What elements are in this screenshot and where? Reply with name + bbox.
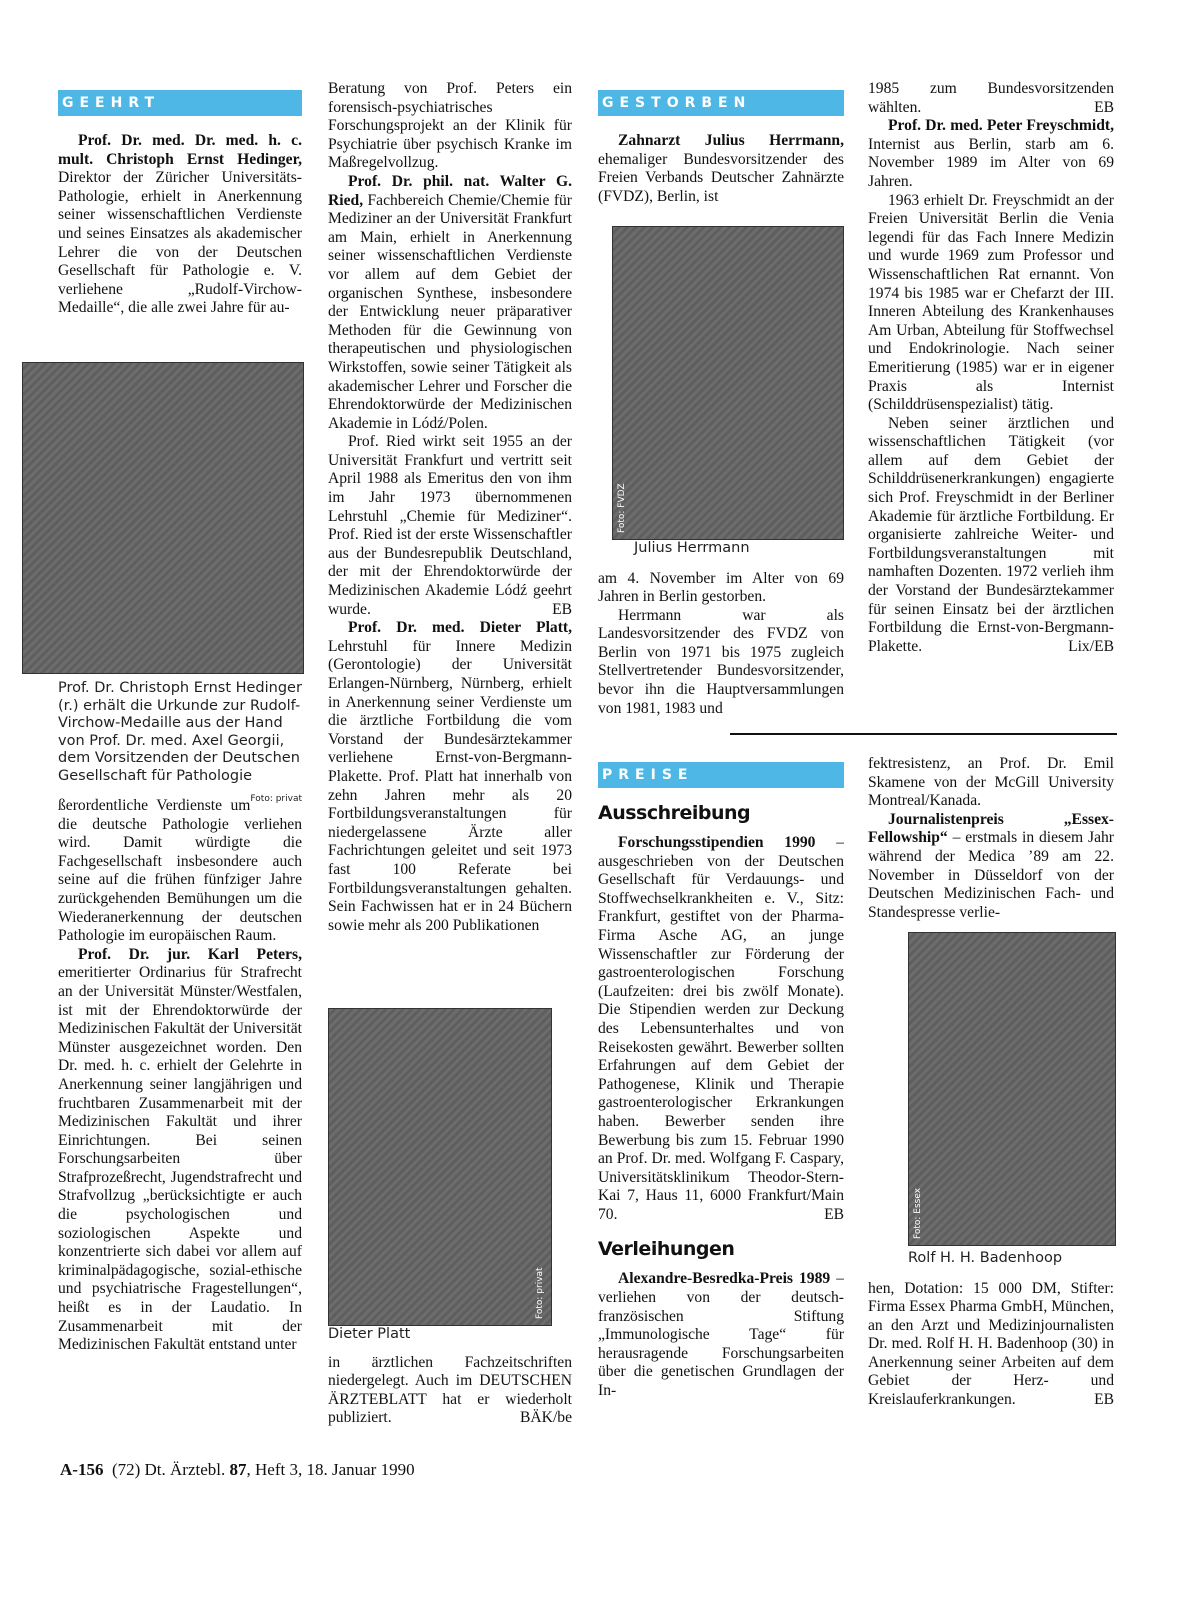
signature: EB xyxy=(1094,98,1114,116)
photo-caption-platt: Dieter Platt xyxy=(328,1326,411,1342)
photo-caption-herrmann: Julius Herrmann xyxy=(634,540,750,556)
page-number: A-156 xyxy=(60,1460,104,1479)
article-platt-cont: in ärztlichen Fachzeitschriften niedergelegt. Auch im DEUTSCHEN ÄRZTEBLATT hat er wiederholt publiziert. BÄK/be xyxy=(328,1353,572,1427)
section-header-gestorben: GESTORBEN xyxy=(598,90,844,116)
prize-name: Alexandre-Besredka-Preis 1989 xyxy=(618,1270,831,1288)
article-hedinger: Prof. Dr. med. Dr. med. h. c. mult. Christoph Ernst Hedinger, Direktor der Züricher Universitäts-Pathologie, erhielt in Anerkennung seiner wissenschaftlichen Verdienste und seines Einsatzes als akademischer Lehrer die von der Deutschen Gesellschaft für Pathologie e. V. verliehene „Rudolf-Virchow-Medaille“, die alle zwei Jahre für au- xyxy=(58,132,302,317)
column-4 xyxy=(868,80,1114,725)
section-header-preise: PREISE xyxy=(598,762,844,788)
article-besredka: Alexandre-Besredka-Preis 1989 – verliehen von der deutsch-französischen Stiftung „Immunologische Tage“ für herausragende Forschungsarbeiten über die genetischen Grundlagen der In- xyxy=(598,1270,844,1400)
signature: BÄK/be xyxy=(520,1409,572,1427)
article-ried-cont: Prof. Ried wirkt seit 1955 an der Universität Frankfurt und vertritt seit April 1988 als Emeritus den von ihm im Jahr 1973 übernommenen Lehrstuhl „Chemie für Mediziner“. Prof. Ried ist der erste Wissenschaftler aus der Bundesrepublik Deutschland, der mit der Ehrendoktorwürde der Medizinischen Akademie Lódź geehrt wurde. EB xyxy=(328,433,572,618)
article-freyschmidt: Prof. Dr. med. Peter Freyschmidt, Internist aus Berlin, starb am 6. November 1989 im Alter von 69 Jahren. xyxy=(868,117,1114,190)
column-1-lower xyxy=(58,680,302,1440)
article-stipendien: Forschungsstipendien 1990 – ausgeschrieben von der Deutschen Gesellschaft für Verdauungs- und Stoffwechselkrankheiten e. V., Sitz: Frankfurt, gestiftet von der Pharma-Firma Asche AG, an junge Wissenschaftler zur Förderung der gastroenterologischen Forschung (Laufzeiten: drei bis zwölf Monate). Die Stipendien werden zur Deckung des Lebensunterhaltes und von Reisekosten gewährt. Bewerber sollten Erfahrungen auf dem Gebiet der Pathogenese, Klinik und Therapie gastroenterologischer Erkrankungen haben. Bewerber senden ihre Bewerbung bis zum 15. Februar 1990 an Prof. Dr. med. Wolfgang F. Caspary, Universitätsklinikum Theodor-Stern-Kai 7, Haus 11, 6000 Frankfurt/Main 70. EB xyxy=(598,834,844,1223)
photo-credit: Foto: FVDZ xyxy=(617,483,627,533)
issue-date: , Heft 3, 18. Januar 1990 xyxy=(246,1460,415,1479)
article-herrmann-cont2: Herrmann war als Landesvorsitzender des FVDZ von Berlin von 1971 bis 1975 zugleich Stellvertretender Bundesvorsitzender, bevor ihn die Hauptversammlungen von 1981, 1983 und xyxy=(598,606,844,717)
article-freyschmidt-cont2: Neben seiner ärztlichen und wissenschaftlichen Tätigkeit (vor allem auf dem Gebiet der Schilddrüsenerkrankungen) engagierte sich Prof. Freyschmidt in der Berliner Akademie für ärztliche Fortbildung. Er organisierte zahlreiche Weiter- und Fortbildungsveranstaltungen mit namhaften Dozenten. 1972 verlieh ihm der Vorstand der Bundesärztekammer für seinen Einsatz bei der ärztlichen Fortbildung die Ernst-von-Bergmann-Plakette. Lix/EB xyxy=(868,414,1114,655)
subheading-verleihungen: Verleihungen xyxy=(598,1238,735,1261)
article-freyschmidt-cont: 1963 erhielt Dr. Freyschmidt an der Freien Universität Berlin die Venia legendi für das Fach Innere Medizin und wurde 1969 zum Professor und Wissenschaftlichen Rat ernannt. Von 1974 bis 1985 war er Chefarzt der III. Inneren Abteilung des Krankenhauses Am Urban, Abteilung für Stoffwechsel und Endokrinologie. Nach seiner Emeritierung (1985) war er in eigener Praxis als Internist (Schilddrüsenspezialist) tätig. xyxy=(868,191,1114,414)
column-3-mid xyxy=(598,540,844,720)
article-ried: Prof. Dr. phil. nat. Walter G. Ried, Fachbereich Chemie/Chemie für Mediziner an der Universität Frankfurt am Main, erhielt in Anerkennung seiner wissenschaftlichen Verdienste vor allem auf dem Gebiet der organischen Synthese, insbesondere der Entwicklung neuer präparativer Methoden für die Gewinnung von therapeutischen und physiologischen Wirkstoffen, sowie seiner Tätigkeit als akademischer Lehrer und Forscher die Ehrendoktorwürde der Medizinischen Akademie in Lódź/Polen. xyxy=(328,172,572,432)
article-essex: Journalistenpreis „Essex-Fellowship“ – erstmals in diesem Jahr während der Medica ’89 am 22. November in Düsseldorf von der Deutschen Medizinischen Fach- und Standespresse verlie- xyxy=(868,810,1114,921)
photo-credit: Foto: privat xyxy=(535,1267,545,1319)
person-name: Prof. Dr. phil. nat. Walter G. Ried, xyxy=(328,172,572,209)
photo-caption-badenhoop: Rolf H. H. Badenhoop xyxy=(908,1250,1063,1266)
column-4-mid xyxy=(868,755,1114,925)
signature: EB xyxy=(824,1205,844,1223)
photo-badenhoop xyxy=(908,932,1116,1246)
column-2 xyxy=(328,80,572,1010)
person-name: Zahnarzt Julius Herrmann, xyxy=(618,132,844,149)
signature: Lix/EB xyxy=(1068,637,1114,655)
column-2-lower xyxy=(328,1326,572,1436)
article-herrmann: Zahnarzt Julius Herrmann, ehemaliger Bundesvorsitzender des Freien Verbands Deutscher Zahnärzte (FVDZ), Berlin, ist xyxy=(598,132,844,205)
signature: EB xyxy=(1094,1391,1114,1409)
person-name: Prof. Dr. med. Dr. med. h. c. mult. Christoph Ernst Hedinger, xyxy=(58,132,302,168)
column-4-lower xyxy=(868,1250,1114,1440)
prize-name: Journalistenpreis „Essex-Fellowship“ xyxy=(868,810,1114,847)
person-name: Prof. Dr. med. Peter Freyschmidt, xyxy=(888,117,1114,135)
article-herrmann-cont: am 4. November im Alter von 69 Jahren in Berlin gestorben. xyxy=(598,569,844,606)
section-header-geehrt: GEEHRT xyxy=(58,90,302,116)
person-name: Prof. Dr. med. Dieter Platt, xyxy=(348,619,572,637)
article-besredka-cont: fektresistenz, an Prof. Dr. Emil Skamene von der McGill University Montreal/Kanada. xyxy=(868,755,1114,810)
article-hedinger-cont: ßerordentliche Verdienste um die deutsche Pathologie verliehen wird. Damit würdigte die Fachgesellschaft insbesondere auch seine auf die frühen fünfziger Jahre zurückgehenden Bemühungen um die Wiederanerkennung der deutschen Pathologie im europäischen Raum. xyxy=(58,797,302,945)
article-platt: Prof. Dr. med. Dieter Platt, Lehrstuhl für Innere Medizin (Gerontologie) der Universität Erlangen-Nürnberg, Nürnberg, erhielt in Anerkennung seiner Verdienste um die ärztliche Fortbildung die vom Vorstand der Bundesärztekammer verliehene Ernst-von-Bergmann-Plakette. Prof. Platt hat innerhalb von zehn Jahren mehr als 20 Fortbildungsveranstaltungen für niedergelassene Ärzte aller Fachrichtungen geleitet und seit 1973 fast 100 Referate bei Fortbildungsveranstaltungen gehalten. Sein Fachwissen hat er in 24 Büchern sowie mehr als 200 Publikationen xyxy=(328,619,572,934)
subheading-ausschreibung: Ausschreibung xyxy=(598,802,751,824)
prize-name: Forschungsstipendien 1990 xyxy=(618,834,816,851)
photo-credit: Foto: privat xyxy=(250,794,302,804)
article-peters: Prof. Dr. jur. Karl Peters, emeritierter Ordinarius für Strafrecht an der Universität Münster/Westfalen, ist mit der Ehrendoktorwürde der Medizinischen Fakultät der Universität Münster ausgezeichnet worden. Den Dr. med. h. c. erhielt der Gelehrte in Anerkennung seiner langjährigen und fruchtbaren Zusammenarbeit mit der Medizinischen Fakultät und ihrer Einrichtungen. Bei seinen Forschungsarbeiten über Strafprozeßrecht, Jugendstrafrecht und Strafvollzug „berücksichtigte er auch die psychologischen und soziologischen Aspekte und konzentrierte sich dabei vor allem auf kriminalpädagogische, sozial-ethische und psychiatrische Fragestellungen“, heißt es in der Laudatio. In Zusammenarbeit mit der Medizinischen Fakultät entstand unter xyxy=(58,945,302,1354)
issue-info: (72) Dt. Ärztebl. xyxy=(111,1460,226,1479)
column-3-lower xyxy=(598,762,844,1442)
person-name: Prof. Dr. jur. Karl Peters, xyxy=(78,945,302,963)
photo-credit: Foto: Essex xyxy=(913,1187,923,1239)
photo-caption-hedinger: Prof. Dr. Christoph Ernst Hedinger (r.) erhält die Urkunde zur Rudolf-Virchow-Medaille aus der Hand von Prof. Dr. med. Axel Georgii, dem Vorsitzenden der Deutschen Gesellschaft für Pathologie Foto: privat xyxy=(58,680,302,785)
article-essex-cont: hen, Dotation: 15 000 DM, Stifter: Firma Essex Pharma GmbH, München, an den Arzt und Medizinjournalisten Dr. med. Rolf H. H. Badenhoop (30) in Anerkennung seiner Arbeiten auf dem Gebiet der Herz- und Kreislauferkrankungen. EB xyxy=(868,1279,1114,1409)
article-herrmann-end: 1985 zum Bundesvorsitzenden wählten. EB xyxy=(868,80,1114,116)
divider-rule xyxy=(730,733,1117,735)
photo-platt xyxy=(328,1008,552,1326)
column-3 xyxy=(598,90,844,220)
page-footer xyxy=(60,1460,415,1480)
signature: EB xyxy=(552,600,572,618)
photo-hedinger xyxy=(22,362,304,674)
photo-herrmann xyxy=(612,226,844,540)
volume: 87 xyxy=(229,1460,247,1479)
article-peters-cont: Beratung von Prof. Peters ein forensisch-psychiatrisches Forschungsprojekt an der Klinik für Psychiatrie über psychisch Kranke im Maßregelvollzug. xyxy=(328,80,572,172)
